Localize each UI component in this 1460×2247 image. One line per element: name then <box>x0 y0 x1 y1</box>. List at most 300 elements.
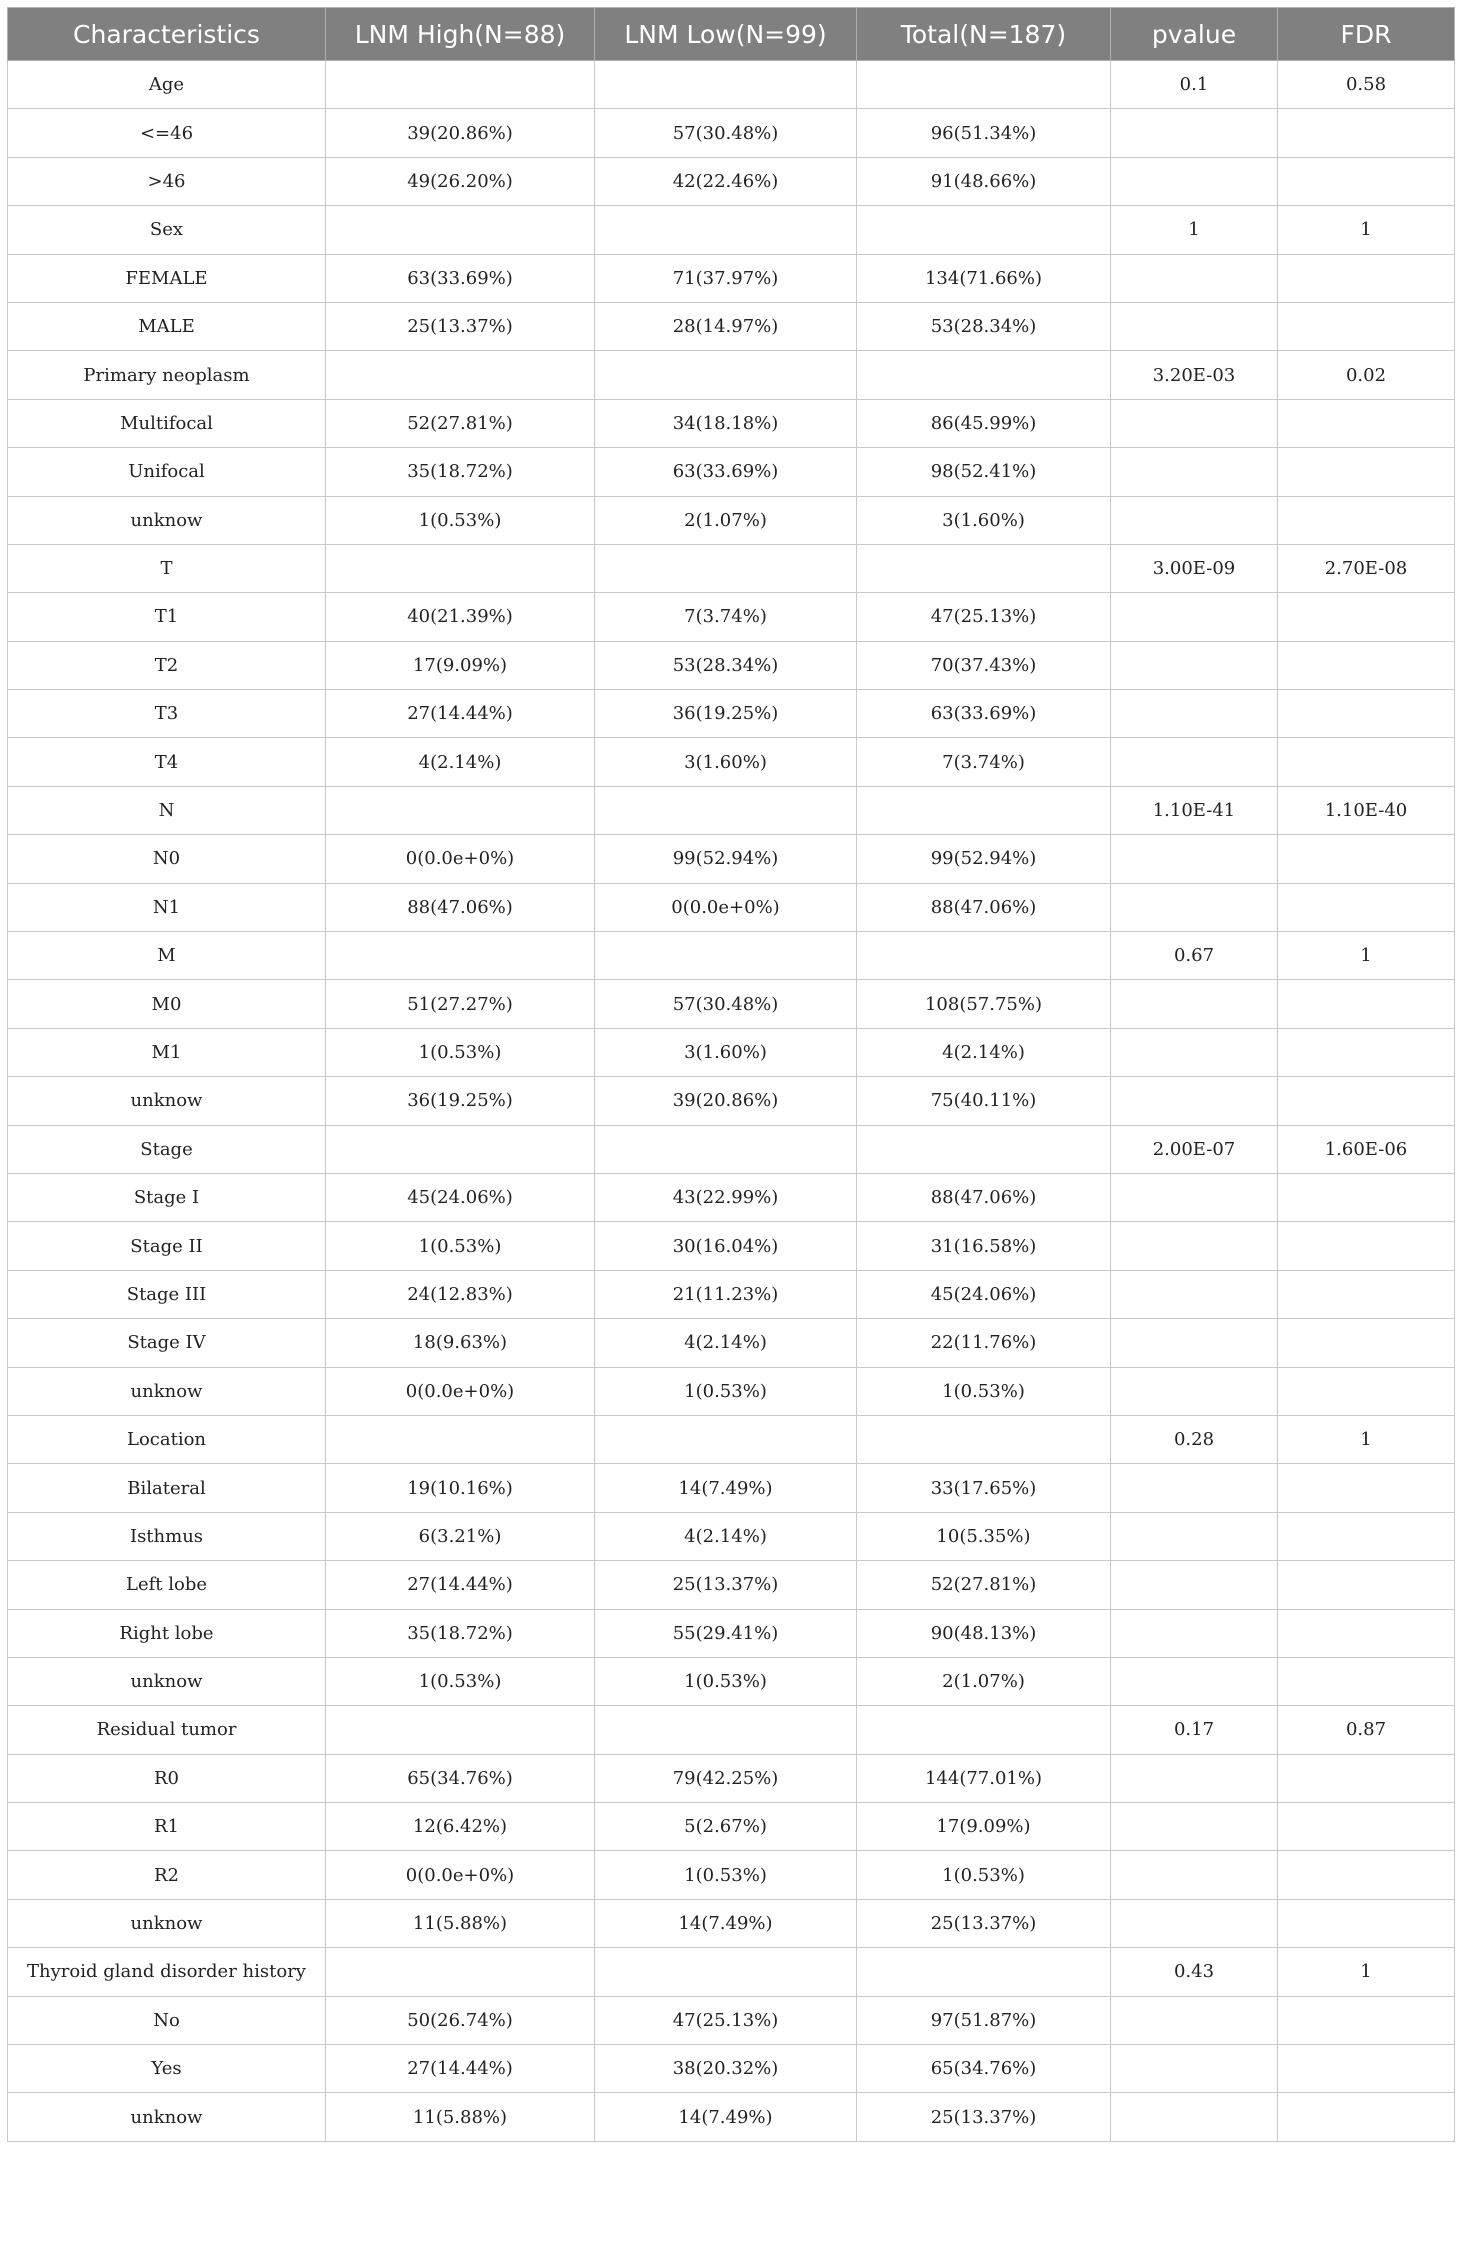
cell-fdr <box>1278 1077 1455 1125</box>
table-row <box>8 1319 1455 1367</box>
cell-lnm-high <box>326 786 595 834</box>
cell-fdr <box>1278 1851 1455 1899</box>
cell-characteristic: Right lobe <box>8 1609 326 1657</box>
cell-pvalue <box>1111 980 1278 1028</box>
header-characteristics: Characteristics <box>8 8 326 61</box>
cell-fdr <box>1278 1996 1455 2044</box>
cell-lnm-high: 1(0.53%) <box>326 1222 595 1270</box>
cell-total: 47(25.13%) <box>857 593 1111 641</box>
cell-lnm-low: 79(42.25%) <box>595 1754 857 1802</box>
table-row <box>8 690 1455 738</box>
cell-pvalue <box>1111 2093 1278 2141</box>
cell-pvalue <box>1111 1899 1278 1947</box>
cell-total <box>857 786 1111 834</box>
header-lnm-low: LNM Low(N=99) <box>595 8 857 61</box>
cell-total <box>857 351 1111 399</box>
cell-total: 99(52.94%) <box>857 835 1111 883</box>
table-row <box>8 61 1455 109</box>
cell-fdr <box>1278 2045 1455 2093</box>
cell-pvalue <box>1111 1609 1278 1657</box>
cell-total: 33(17.65%) <box>857 1464 1111 1512</box>
cell-fdr <box>1278 835 1455 883</box>
cell-pvalue <box>1111 1561 1278 1609</box>
table-row <box>8 2093 1455 2141</box>
cell-pvalue <box>1111 1803 1278 1851</box>
cell-lnm-high: 11(5.88%) <box>326 1899 595 1947</box>
cell-pvalue <box>1111 1996 1278 2044</box>
cell-total: 53(28.34%) <box>857 302 1111 350</box>
table-row <box>8 1706 1455 1754</box>
cell-fdr <box>1278 641 1455 689</box>
table-row <box>8 1851 1455 1899</box>
table-row <box>8 980 1455 1028</box>
cell-fdr <box>1278 496 1455 544</box>
cell-total: 10(5.35%) <box>857 1512 1111 1560</box>
cell-total: 70(37.43%) <box>857 641 1111 689</box>
cell-pvalue: 0.28 <box>1111 1415 1278 1463</box>
table-row <box>8 2045 1455 2093</box>
cell-lnm-low: 1(0.53%) <box>595 1367 857 1415</box>
cell-fdr <box>1278 2093 1455 2141</box>
cell-fdr: 1 <box>1278 1415 1455 1463</box>
cell-fdr <box>1278 980 1455 1028</box>
cell-lnm-low: 38(20.32%) <box>595 2045 857 2093</box>
cell-lnm-high <box>326 1948 595 1996</box>
cell-fdr <box>1278 1754 1455 1802</box>
cell-characteristic: >46 <box>8 157 326 205</box>
cell-lnm-low: 63(33.69%) <box>595 448 857 496</box>
cell-characteristic: unknow <box>8 2093 326 2141</box>
cell-lnm-low: 71(37.97%) <box>595 254 857 302</box>
table-row <box>8 932 1455 980</box>
cell-fdr <box>1278 1899 1455 1947</box>
cell-lnm-low <box>595 1948 857 1996</box>
table-row <box>8 1803 1455 1851</box>
cell-lnm-low <box>595 1125 857 1173</box>
cell-pvalue: 3.00E-09 <box>1111 544 1278 592</box>
cell-characteristic: Stage IV <box>8 1319 326 1367</box>
cell-total: 52(27.81%) <box>857 1561 1111 1609</box>
table-row <box>8 254 1455 302</box>
cell-lnm-high: 45(24.06%) <box>326 1173 595 1221</box>
table-row <box>8 1609 1455 1657</box>
cell-total <box>857 61 1111 109</box>
cell-pvalue <box>1111 593 1278 641</box>
cell-pvalue <box>1111 1077 1278 1125</box>
cell-lnm-high: 51(27.27%) <box>326 980 595 1028</box>
cell-characteristic: T4 <box>8 738 326 786</box>
cell-characteristic: No <box>8 1996 326 2044</box>
cell-pvalue: 0.43 <box>1111 1948 1278 1996</box>
cell-characteristic: unknow <box>8 1077 326 1125</box>
cell-characteristic: Bilateral <box>8 1464 326 1512</box>
cell-lnm-low: 36(19.25%) <box>595 690 857 738</box>
cell-total <box>857 1706 1111 1754</box>
cell-total: 7(3.74%) <box>857 738 1111 786</box>
cell-lnm-low: 3(1.60%) <box>595 738 857 786</box>
cell-pvalue <box>1111 641 1278 689</box>
cell-characteristic: Residual tumor <box>8 1706 326 1754</box>
cell-lnm-low <box>595 932 857 980</box>
cell-lnm-high: 35(18.72%) <box>326 448 595 496</box>
cell-characteristic: Stage III <box>8 1270 326 1318</box>
cell-fdr <box>1278 1561 1455 1609</box>
header-fdr: FDR <box>1278 8 1455 61</box>
cell-lnm-high: 4(2.14%) <box>326 738 595 786</box>
table-row <box>8 351 1455 399</box>
cell-characteristic: unknow <box>8 1367 326 1415</box>
cell-total <box>857 206 1111 254</box>
cell-characteristic: Yes <box>8 2045 326 2093</box>
cell-characteristic: Stage <box>8 1125 326 1173</box>
cell-lnm-high <box>326 61 595 109</box>
cell-fdr <box>1278 109 1455 157</box>
cell-lnm-high: 18(9.63%) <box>326 1319 595 1367</box>
cell-total: 97(51.87%) <box>857 1996 1111 2044</box>
table-row <box>8 1561 1455 1609</box>
cell-total: 88(47.06%) <box>857 1173 1111 1221</box>
cell-pvalue <box>1111 1173 1278 1221</box>
cell-lnm-high: 40(21.39%) <box>326 593 595 641</box>
cell-characteristic: Thyroid gland disorder history <box>8 1948 326 1996</box>
cell-lnm-high: 1(0.53%) <box>326 496 595 544</box>
cell-fdr <box>1278 1657 1455 1705</box>
cell-lnm-low: 4(2.14%) <box>595 1512 857 1560</box>
cell-lnm-high: 36(19.25%) <box>326 1077 595 1125</box>
cell-lnm-low: 14(7.49%) <box>595 1899 857 1947</box>
cell-lnm-high: 0(0.0e+0%) <box>326 1367 595 1415</box>
cell-total: 108(57.75%) <box>857 980 1111 1028</box>
cell-fdr <box>1278 1173 1455 1221</box>
cell-pvalue: 1.10E-41 <box>1111 786 1278 834</box>
cell-characteristic: Sex <box>8 206 326 254</box>
cell-lnm-high: 11(5.88%) <box>326 2093 595 2141</box>
table-row <box>8 1222 1455 1270</box>
cell-fdr <box>1278 157 1455 205</box>
cell-total: 90(48.13%) <box>857 1609 1111 1657</box>
cell-total: 144(77.01%) <box>857 1754 1111 1802</box>
table-row <box>8 448 1455 496</box>
cell-lnm-low: 55(29.41%) <box>595 1609 857 1657</box>
cell-pvalue <box>1111 1319 1278 1367</box>
cell-pvalue <box>1111 1512 1278 1560</box>
cell-lnm-high: 6(3.21%) <box>326 1512 595 1560</box>
cell-characteristic: unknow <box>8 1899 326 1947</box>
table-row <box>8 1125 1455 1173</box>
cell-characteristic: M1 <box>8 1028 326 1076</box>
table-header <box>8 8 1455 61</box>
header-pvalue: pvalue <box>1111 8 1278 61</box>
cell-fdr: 0.02 <box>1278 351 1455 399</box>
cell-pvalue <box>1111 1464 1278 1512</box>
cell-lnm-low: 57(30.48%) <box>595 980 857 1028</box>
cell-fdr: 1 <box>1278 206 1455 254</box>
table-row <box>8 109 1455 157</box>
cell-characteristic: R2 <box>8 1851 326 1899</box>
cell-lnm-high <box>326 206 595 254</box>
cell-lnm-high: 50(26.74%) <box>326 1996 595 2044</box>
cell-lnm-high <box>326 544 595 592</box>
cell-fdr <box>1278 883 1455 931</box>
cell-pvalue <box>1111 448 1278 496</box>
cell-pvalue <box>1111 302 1278 350</box>
cell-lnm-high: 39(20.86%) <box>326 109 595 157</box>
cell-lnm-high: 1(0.53%) <box>326 1657 595 1705</box>
cell-pvalue <box>1111 109 1278 157</box>
cell-fdr <box>1278 254 1455 302</box>
table-row <box>8 738 1455 786</box>
cell-total <box>857 1125 1111 1173</box>
cell-characteristic: Left lobe <box>8 1561 326 1609</box>
cell-lnm-low: 34(18.18%) <box>595 399 857 447</box>
cell-lnm-low: 99(52.94%) <box>595 835 857 883</box>
cell-characteristic: N <box>8 786 326 834</box>
table-row <box>8 641 1455 689</box>
cell-pvalue <box>1111 1657 1278 1705</box>
cell-pvalue: 2.00E-07 <box>1111 1125 1278 1173</box>
cell-fdr <box>1278 1512 1455 1560</box>
cell-fdr <box>1278 690 1455 738</box>
table-row <box>8 157 1455 205</box>
cell-lnm-low: 0(0.0e+0%) <box>595 883 857 931</box>
table-row <box>8 835 1455 883</box>
cell-characteristic: Unifocal <box>8 448 326 496</box>
cell-lnm-low <box>595 786 857 834</box>
cell-fdr <box>1278 1222 1455 1270</box>
cell-fdr <box>1278 1367 1455 1415</box>
cell-lnm-low: 42(22.46%) <box>595 157 857 205</box>
cell-pvalue <box>1111 1851 1278 1899</box>
cell-fdr <box>1278 1609 1455 1657</box>
cell-characteristic: Stage II <box>8 1222 326 1270</box>
cell-fdr: 0.58 <box>1278 61 1455 109</box>
cell-characteristic: T2 <box>8 641 326 689</box>
cell-lnm-low <box>595 544 857 592</box>
cell-total: 4(2.14%) <box>857 1028 1111 1076</box>
cell-pvalue: 0.1 <box>1111 61 1278 109</box>
cell-pvalue <box>1111 399 1278 447</box>
cell-lnm-high: 0(0.0e+0%) <box>326 835 595 883</box>
cell-characteristic: Stage I <box>8 1173 326 1221</box>
cell-characteristic: Multifocal <box>8 399 326 447</box>
cell-lnm-low: 39(20.86%) <box>595 1077 857 1125</box>
cell-characteristic: MALE <box>8 302 326 350</box>
cell-pvalue <box>1111 254 1278 302</box>
cell-total: 88(47.06%) <box>857 883 1111 931</box>
cell-total: 45(24.06%) <box>857 1270 1111 1318</box>
cell-lnm-low: 14(7.49%) <box>595 1464 857 1512</box>
cell-total: 91(48.66%) <box>857 157 1111 205</box>
cell-total: 134(71.66%) <box>857 254 1111 302</box>
table-row <box>8 1415 1455 1463</box>
cell-fdr: 2.70E-08 <box>1278 544 1455 592</box>
cell-lnm-high: 88(47.06%) <box>326 883 595 931</box>
cell-lnm-low: 5(2.67%) <box>595 1803 857 1851</box>
cell-lnm-low: 14(7.49%) <box>595 2093 857 2141</box>
cell-characteristic: T3 <box>8 690 326 738</box>
cell-characteristic: R0 <box>8 1754 326 1802</box>
cell-total: 3(1.60%) <box>857 496 1111 544</box>
table-row <box>8 593 1455 641</box>
cell-lnm-low: 57(30.48%) <box>595 109 857 157</box>
cell-lnm-low <box>595 1415 857 1463</box>
cell-total: 31(16.58%) <box>857 1222 1111 1270</box>
cell-characteristic: Age <box>8 61 326 109</box>
cell-pvalue <box>1111 738 1278 786</box>
characteristics-table <box>7 7 1455 2142</box>
cell-pvalue <box>1111 496 1278 544</box>
cell-lnm-high <box>326 932 595 980</box>
cell-fdr <box>1278 738 1455 786</box>
header-total: Total(N=187) <box>857 8 1111 61</box>
cell-lnm-high: 27(14.44%) <box>326 690 595 738</box>
cell-characteristic: N1 <box>8 883 326 931</box>
cell-total <box>857 932 1111 980</box>
cell-pvalue <box>1111 157 1278 205</box>
cell-pvalue: 3.20E-03 <box>1111 351 1278 399</box>
cell-fdr: 1.10E-40 <box>1278 786 1455 834</box>
cell-total: 98(52.41%) <box>857 448 1111 496</box>
cell-pvalue <box>1111 1367 1278 1415</box>
cell-lnm-high: 0(0.0e+0%) <box>326 1851 595 1899</box>
cell-pvalue: 0.17 <box>1111 1706 1278 1754</box>
cell-lnm-low: 47(25.13%) <box>595 1996 857 2044</box>
cell-lnm-low: 4(2.14%) <box>595 1319 857 1367</box>
cell-lnm-high: 12(6.42%) <box>326 1803 595 1851</box>
cell-characteristic: unknow <box>8 1657 326 1705</box>
cell-total <box>857 1415 1111 1463</box>
cell-total: 2(1.07%) <box>857 1657 1111 1705</box>
cell-lnm-high: 35(18.72%) <box>326 1609 595 1657</box>
table-row <box>8 206 1455 254</box>
cell-characteristic: <=46 <box>8 109 326 157</box>
cell-characteristic: unknow <box>8 496 326 544</box>
cell-total <box>857 544 1111 592</box>
cell-lnm-low: 30(16.04%) <box>595 1222 857 1270</box>
cell-pvalue <box>1111 1222 1278 1270</box>
table-row <box>8 1899 1455 1947</box>
cell-pvalue <box>1111 1754 1278 1802</box>
cell-lnm-high: 27(14.44%) <box>326 1561 595 1609</box>
table-row <box>8 786 1455 834</box>
cell-total: 25(13.37%) <box>857 2093 1111 2141</box>
cell-lnm-low: 1(0.53%) <box>595 1657 857 1705</box>
cell-characteristic: M <box>8 932 326 980</box>
cell-total: 1(0.53%) <box>857 1851 1111 1899</box>
table-row <box>8 1028 1455 1076</box>
cell-pvalue <box>1111 690 1278 738</box>
cell-pvalue: 1 <box>1111 206 1278 254</box>
cell-total: 1(0.53%) <box>857 1367 1111 1415</box>
cell-total: 63(33.69%) <box>857 690 1111 738</box>
cell-fdr <box>1278 1028 1455 1076</box>
table-row <box>8 1657 1455 1705</box>
table-row <box>8 496 1455 544</box>
cell-lnm-low <box>595 351 857 399</box>
cell-fdr: 1.60E-06 <box>1278 1125 1455 1173</box>
cell-lnm-high: 27(14.44%) <box>326 2045 595 2093</box>
table-row <box>8 544 1455 592</box>
cell-total: 86(45.99%) <box>857 399 1111 447</box>
cell-lnm-high <box>326 1415 595 1463</box>
cell-fdr <box>1278 1803 1455 1851</box>
cell-fdr: 0.87 <box>1278 1706 1455 1754</box>
cell-pvalue <box>1111 883 1278 931</box>
cell-lnm-high: 24(12.83%) <box>326 1270 595 1318</box>
cell-lnm-low <box>595 1706 857 1754</box>
cell-lnm-low: 21(11.23%) <box>595 1270 857 1318</box>
cell-fdr <box>1278 593 1455 641</box>
cell-lnm-high: 49(26.20%) <box>326 157 595 205</box>
cell-fdr: 1 <box>1278 1948 1455 1996</box>
characteristics-table-container <box>7 7 1454 2142</box>
cell-fdr <box>1278 302 1455 350</box>
cell-lnm-low: 1(0.53%) <box>595 1851 857 1899</box>
cell-fdr <box>1278 399 1455 447</box>
cell-lnm-high: 65(34.76%) <box>326 1754 595 1802</box>
cell-characteristic: Isthmus <box>8 1512 326 1560</box>
table-row <box>8 302 1455 350</box>
cell-characteristic: T <box>8 544 326 592</box>
cell-fdr: 1 <box>1278 932 1455 980</box>
header-row <box>8 8 1455 61</box>
table-row <box>8 399 1455 447</box>
cell-lnm-low <box>595 61 857 109</box>
table-row <box>8 1512 1455 1560</box>
table-row <box>8 1464 1455 1512</box>
cell-pvalue <box>1111 835 1278 883</box>
cell-lnm-low: 28(14.97%) <box>595 302 857 350</box>
cell-lnm-high: 25(13.37%) <box>326 302 595 350</box>
cell-total: 75(40.11%) <box>857 1077 1111 1125</box>
cell-lnm-low: 3(1.60%) <box>595 1028 857 1076</box>
cell-fdr <box>1278 1319 1455 1367</box>
cell-total: 25(13.37%) <box>857 1899 1111 1947</box>
cell-lnm-low <box>595 206 857 254</box>
cell-lnm-high <box>326 351 595 399</box>
cell-characteristic: R1 <box>8 1803 326 1851</box>
cell-total: 22(11.76%) <box>857 1319 1111 1367</box>
cell-pvalue: 0.67 <box>1111 932 1278 980</box>
cell-characteristic: FEMALE <box>8 254 326 302</box>
cell-lnm-high <box>326 1706 595 1754</box>
cell-pvalue <box>1111 2045 1278 2093</box>
table-row <box>8 1173 1455 1221</box>
cell-characteristic: N0 <box>8 835 326 883</box>
cell-lnm-low: 7(3.74%) <box>595 593 857 641</box>
cell-characteristic: M0 <box>8 980 326 1028</box>
cell-characteristic: T1 <box>8 593 326 641</box>
cell-lnm-high: 19(10.16%) <box>326 1464 595 1512</box>
table-row <box>8 1077 1455 1125</box>
table-row <box>8 1367 1455 1415</box>
table-row <box>8 1270 1455 1318</box>
cell-lnm-low: 43(22.99%) <box>595 1173 857 1221</box>
header-lnm-high: LNM High(N=88) <box>326 8 595 61</box>
cell-fdr <box>1278 1464 1455 1512</box>
cell-total: 65(34.76%) <box>857 2045 1111 2093</box>
cell-lnm-high: 17(9.09%) <box>326 641 595 689</box>
table-row <box>8 1948 1455 1996</box>
cell-fdr <box>1278 1270 1455 1318</box>
cell-lnm-high: 52(27.81%) <box>326 399 595 447</box>
cell-total: 96(51.34%) <box>857 109 1111 157</box>
cell-lnm-high: 1(0.53%) <box>326 1028 595 1076</box>
cell-lnm-high: 63(33.69%) <box>326 254 595 302</box>
cell-lnm-low: 25(13.37%) <box>595 1561 857 1609</box>
cell-lnm-high <box>326 1125 595 1173</box>
cell-pvalue <box>1111 1270 1278 1318</box>
